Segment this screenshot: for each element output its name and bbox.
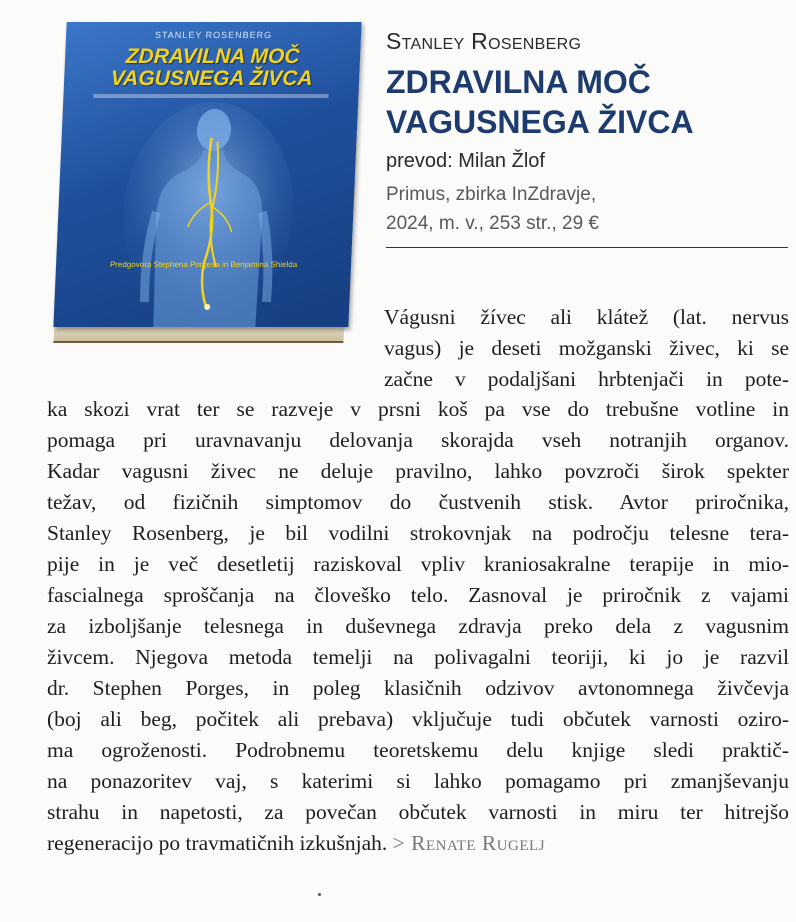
publisher-line-2: 2024, m. v., 253 str., 29 € <box>386 213 599 234</box>
review-line: pomaga pri uravnavanju delovanja skorajda vseh notranjih organov. <box>47 428 789 452</box>
review-line: ma ogroženosti. Podrobnemu teoretskemu delu knjige sledi praktič- <box>47 738 789 762</box>
review-line: začne v podaljšani hrbtenjači in pote- <box>384 367 789 391</box>
review-line: živcem. Njegova metoda temelji na polivagalni teoriji, ki jo je razvil <box>47 645 789 669</box>
review-line: težav, od fizičnih simptomov do čustvenih stisk. Avtor priročnika, <box>47 490 789 514</box>
review-line: dr. Stephen Porges, in poleg klasičnih odzivov avtonomnega živčevja <box>47 676 789 700</box>
cover-title-line-2: VAGUSNEGA ŽIVCA <box>110 67 314 90</box>
review-line: Vágusni žívec ali klátež (lat. nervus <box>384 305 789 329</box>
review-line: fascialnega sproščanja na človeško telo. Zasnoval je priročnik z vajami <box>47 583 789 607</box>
page-speck <box>318 893 321 896</box>
review-line: (boj ali beg, počitek ali prebava) vključuje tudi občutek varnosti oziro- <box>47 707 789 731</box>
book-title-line-1: ZDRAVILNA MOČ <box>386 64 651 100</box>
review-line: strahu in napetosti, za povečan občutek varnosti in miru ter hitrejšo <box>47 800 789 824</box>
cover-title <box>74 46 351 90</box>
review-line: Kadar vagusni živec ne deluje pravilno, lahko povzroči širok spekter <box>47 459 789 483</box>
book-cover-image <box>52 18 357 343</box>
review-line: Stanley Rosenberg, je bil vodilni strokovnjak na področju telesne tera- <box>47 521 789 545</box>
reviewer-signature: > Renate Rugelj <box>392 831 546 855</box>
review-last-line <box>47 828 789 858</box>
review-line: na ponazoritev vaj, s katerimi si lahko pomagamo pri zmanjševanju <box>47 769 789 793</box>
cover-foreword: Predgovora Stephena Porgesa in Benjamina Shielda <box>109 260 298 269</box>
review-line: regeneracijo po travmatičnih izkušnjah. <box>47 831 388 855</box>
publication-details <box>386 180 786 238</box>
book-title <box>386 62 786 142</box>
header-divider <box>386 247 788 248</box>
translator-credit: prevod: Milan Žlof <box>386 150 545 172</box>
cover-author: STANLEY ROSENBERG <box>154 30 273 40</box>
review-line: za izboljšanje telesnega in duševnega zdravja preko dela z vagusnim <box>47 614 789 638</box>
publisher-line-1: Primus, zbirka InZdravje, <box>386 184 597 205</box>
book-author: Stanley Rosenberg <box>386 28 582 54</box>
review-line: pije in je več desetletij raziskoval vpliv kraniosakralne terapije in mio- <box>47 552 789 576</box>
review-line: ka skozi vrat ter se razveje v prsni koš pa vse do trebušne votline in <box>47 397 789 421</box>
body-silhouette-illustration <box>113 102 303 327</box>
cover-subtitle-band <box>93 94 328 98</box>
book-front-cover <box>53 22 361 327</box>
book-title-line-2: VAGUSNEGA ŽIVCA <box>386 104 694 140</box>
review-line: vagus) je deseti možganski živec, ki se <box>384 336 789 360</box>
cover-title-line-1: ZDRAVILNA MOČ <box>125 45 301 68</box>
